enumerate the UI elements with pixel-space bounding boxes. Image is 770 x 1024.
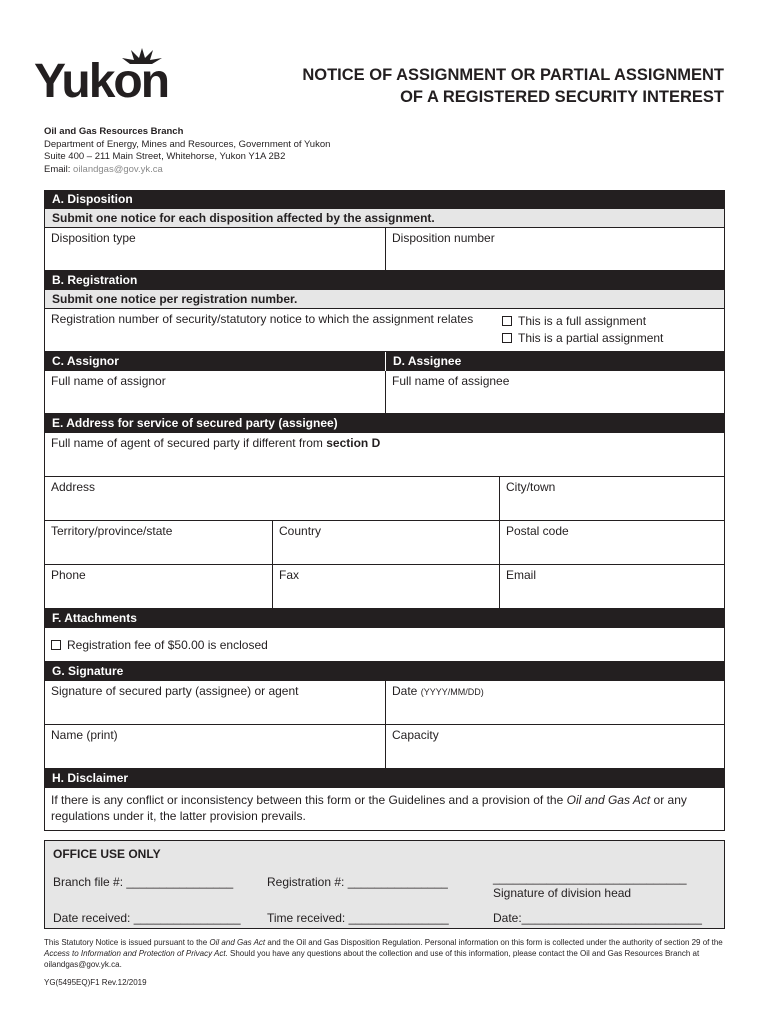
disclaimer-part-2: or any regulations under it, the latter provision prevails. (51, 793, 687, 823)
email-link[interactable]: oilandgas@gov.yk.ca (73, 163, 163, 175)
branch-name: Oil and Gas Resources Branch (44, 126, 184, 137)
fax-label: Fax (279, 568, 300, 582)
date-format-hint: (YYYY/MM/DD) (420, 687, 484, 697)
branch-info (44, 126, 330, 176)
date-field[interactable] (385, 681, 724, 724)
date-received-field: Date received: ________________ (53, 911, 241, 925)
full-assignment-checkbox[interactable] (502, 316, 512, 326)
registration-number-label: Registration number of security/statutory notice to which the assignment relates (51, 312, 474, 326)
section-b-instruction: Submit one notice per registration number. (45, 290, 724, 309)
assignor-name-label: Full name of assignor (51, 374, 166, 388)
title-line-1: NOTICE OF ASSIGNMENT OR PARTIAL ASSIGNMENT (302, 66, 724, 84)
assignment-type-group (496, 309, 724, 351)
yukon-logo (34, 44, 174, 106)
footer-part-2: and the Oil and Gas Disposition Regulation. Personal information on this form is collected under the authority of section 29 of the (265, 938, 723, 947)
agent-name-field[interactable] (45, 433, 724, 476)
assignee-name-label: Full name of assignee (392, 374, 510, 388)
territory-field[interactable] (45, 521, 272, 564)
division-head-signature-label: Signature of division head (493, 886, 632, 900)
partial-assignment-checkbox[interactable] (502, 333, 512, 343)
office-use-title: OFFICE USE ONLY (53, 847, 161, 861)
phone-field[interactable] (45, 565, 272, 608)
fee-enclosed-label: Registration fee of $50.00 is enclosed (67, 638, 268, 652)
section-a-header: A. Disposition (45, 190, 724, 209)
country-label: Country (279, 524, 322, 538)
logo-wordmark: Yukon (34, 55, 169, 108)
footer-part-3: Should you have any questions about the collection and use of this information, please contact the Oil and Gas Resources Branch at oilandgas@gov.yk.ca. (44, 949, 700, 969)
capacity-field[interactable] (385, 725, 724, 768)
email-line (44, 164, 330, 177)
section-e-header: E. Address for service of secured party (assignee) (45, 414, 724, 433)
disposition-number-field[interactable] (385, 228, 724, 270)
phone-label: Phone (51, 568, 86, 582)
address-field[interactable] (45, 477, 499, 520)
footer-act-2: Access to Information and Protection of Privacy Act. (44, 949, 228, 958)
section-h-header: H. Disclaimer (45, 769, 724, 788)
city-field[interactable] (499, 477, 724, 520)
section-f-header: F. Attachments (45, 609, 724, 628)
signature-line: _____________________________ (493, 871, 687, 885)
section-b-header: B. Registration (45, 271, 724, 290)
city-label: City/town (506, 480, 556, 494)
date-label: Date (392, 684, 418, 698)
department: Department of Energy, Mines and Resources, Government of Yukon (44, 138, 331, 150)
footer-act-1: Oil and Gas Act (209, 938, 266, 947)
disclaimer-part-1: If there is any conflict or inconsistency between this form or the Guidelines and a provision of the (51, 793, 567, 807)
section-c-header: C. Assignor (45, 352, 385, 371)
full-assignment-label: This is a full assignment (518, 314, 647, 328)
country-field[interactable] (272, 521, 499, 564)
section-g-header: G. Signature (45, 662, 724, 681)
form-title (302, 64, 724, 108)
signature-field[interactable] (45, 681, 385, 724)
email-label: Email: (44, 163, 74, 175)
partial-assignment-label: This is a partial assignment (518, 331, 664, 345)
disposition-number-label: Disposition number (392, 231, 495, 245)
disclaimer-text (45, 788, 724, 830)
office-use-box (44, 840, 725, 929)
form-body (44, 190, 725, 831)
disclaimer-act: Oil and Gas Act (566, 793, 651, 807)
office-date-field: Date:___________________________ (493, 911, 702, 925)
agent-name-label: Full name of agent of secured party if different from (51, 436, 327, 450)
address-line: Suite 400 – 211 Main Street, Whitehorse, Yukon Y1A 2B2 (44, 151, 286, 162)
title-line-2: OF A REGISTERED SECURITY INTEREST (400, 88, 724, 106)
disposition-type-label: Disposition type (51, 231, 136, 245)
print-name-label: Name (print) (51, 728, 118, 742)
agent-name-section-ref: section D (326, 436, 381, 450)
partial-assignment-option[interactable] (502, 330, 724, 347)
print-name-field[interactable] (45, 725, 385, 768)
office-registration-field: Registration #: _______________ (267, 875, 448, 889)
fee-enclosed-option[interactable] (45, 628, 724, 661)
form-code: YG(5495EQ)F1 Rev.12/2019 (44, 978, 147, 987)
footer-notice (44, 937, 726, 970)
fee-enclosed-checkbox[interactable] (51, 640, 61, 650)
registration-number-field[interactable] (45, 309, 496, 351)
address-label: Address (51, 480, 96, 494)
territory-label: Territory/province/state (51, 524, 173, 538)
time-received-field: Time received: _______________ (267, 911, 449, 925)
email-field[interactable] (499, 565, 724, 608)
disposition-type-field[interactable] (45, 228, 385, 270)
postal-code-label: Postal code (506, 524, 569, 538)
assignee-name-field[interactable] (385, 371, 724, 413)
section-d-header: D. Assignee (385, 352, 724, 371)
footer-part-1: This Statutory Notice is issued pursuant to the (44, 938, 210, 947)
section-a-instruction: Submit one notice for each disposition affected by the assignment. (45, 209, 724, 228)
postal-code-field[interactable] (499, 521, 724, 564)
fax-field[interactable] (272, 565, 499, 608)
full-assignment-option[interactable] (502, 313, 724, 330)
branch-file-field: Branch file #: ________________ (53, 875, 234, 889)
capacity-label: Capacity (392, 728, 439, 742)
signature-label: Signature of secured party (assignee) or agent (51, 684, 299, 698)
email-field-label: Email (506, 568, 537, 582)
assignor-name-field[interactable] (45, 371, 385, 413)
